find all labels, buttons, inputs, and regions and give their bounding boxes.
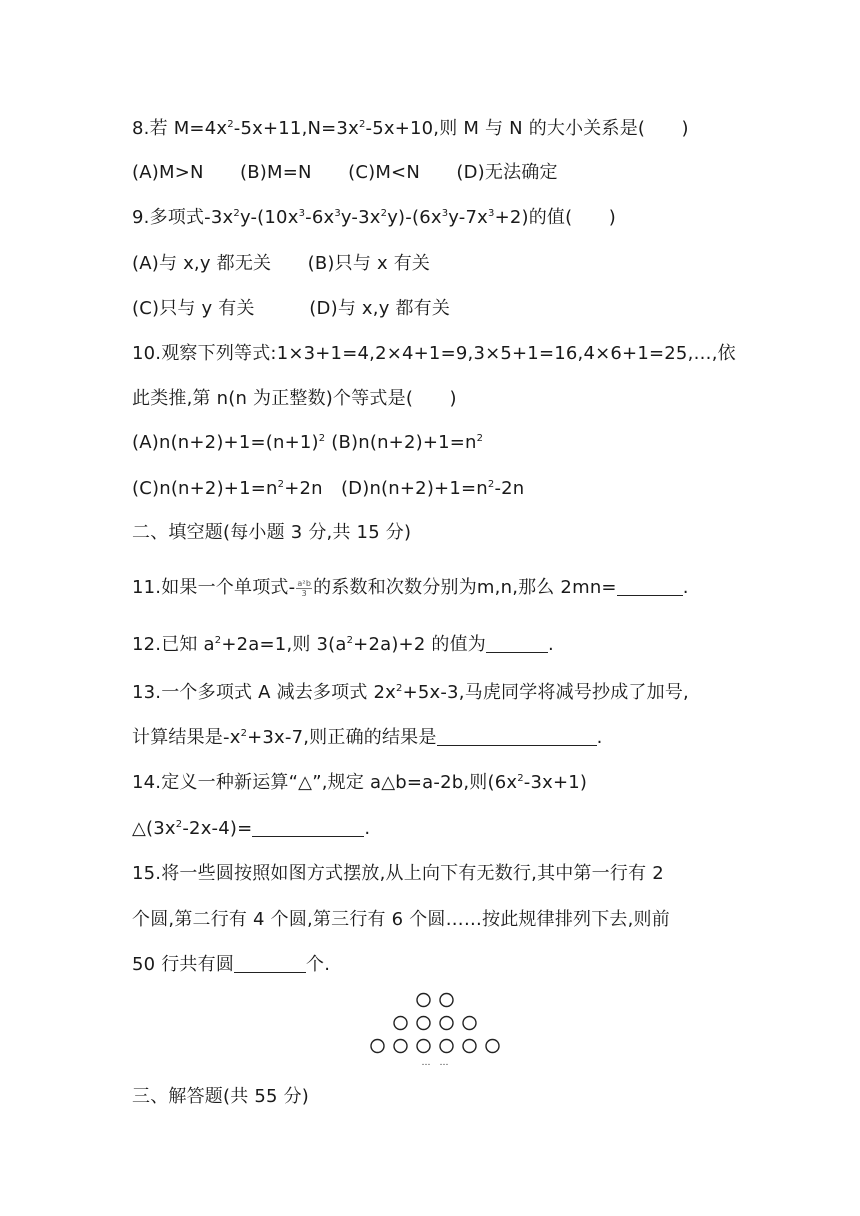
question-10-options-cd: $(C)n(n+2)+1=n^2+2n$ $(D)n(n+2)+1=n^2-2n$ bbox=[132, 478, 525, 499]
question-14-line-2: $\triangle(3x^2-2x-4)=$ . bbox=[132, 818, 371, 839]
question-12: 12.已知 $a^2+2a=1$,则 $3(a^2+2a)+2$ 的值为 . bbox=[132, 634, 554, 655]
circle-row-1-item-1 bbox=[417, 994, 430, 1007]
answer-blank-12[interactable] bbox=[486, 634, 548, 653]
question-9-options-ab: (A)与 x,y 都无关 (B)只与 x 有关 bbox=[132, 253, 431, 274]
circle-row-2-item-4 bbox=[463, 1017, 476, 1030]
question-15-line-1: 15.将一些圆按照如图方式摆放,从上向下有无数行,其中第一行有 2 bbox=[132, 863, 664, 884]
section-3-heading: 三、解答题(共 55 分) bbox=[132, 1086, 309, 1107]
circle-row-1-item-2 bbox=[440, 994, 453, 1007]
circle-row-3-item-1 bbox=[371, 1040, 384, 1053]
section-2-heading: 二、填空题(每小题 3 分,共 15 分) bbox=[132, 522, 412, 543]
circle-pattern-svg bbox=[360, 990, 510, 1066]
question-13-line-1: 13.一个多项式 A 减去多项式 $2x^2+5x-3$,马虎同学将减号抄成了加号, bbox=[132, 682, 689, 703]
circle-row-2-item-3 bbox=[440, 1017, 453, 1030]
answer-blank-15[interactable] bbox=[234, 954, 306, 973]
question-14-line-1: 14.定义一种新运算“△”,规定 a△b=a-2b,则$(6x^2-3x+1)$ bbox=[132, 772, 588, 793]
question-9-stem: 9.多项式$-3x^2y-(10x^3-6x^3y-3x^2y)-(6x^3y-7x^3+2)$的值( ) bbox=[132, 207, 616, 228]
question-15-line-3: 50 行共有圆 个. bbox=[132, 954, 331, 975]
fraction: $\frac{\text{a²b}}{3}$ bbox=[297, 578, 312, 598]
question-10-options-ab: $(A)n(n+2)+1=(n+1)^2$ $(B)n(n+2)+1=n^2$ bbox=[132, 432, 484, 453]
answer-blank-14[interactable] bbox=[252, 818, 364, 837]
circle-row-3-item-2 bbox=[394, 1040, 407, 1053]
question-10-line-2: 此类推,第 n(n 为正整数)个等式是( ) bbox=[132, 388, 457, 409]
answer-blank-13[interactable] bbox=[437, 727, 597, 746]
circle-row-3-item-5 bbox=[463, 1040, 476, 1053]
question-13-line-2: 计算结果是$-x^2+3x-7$,则正确的结果是 . bbox=[132, 727, 603, 748]
circle-row-2-item-1 bbox=[394, 1017, 407, 1030]
question-8-options: (A)M>N (B)M=N (C)M<N (D)无法确定 bbox=[132, 162, 558, 183]
answer-blank-11[interactable] bbox=[617, 577, 683, 596]
circle-row-3-item-6 bbox=[486, 1040, 499, 1053]
circle-pattern-ellipsis: … … bbox=[421, 1058, 449, 1066]
question-8-stem: 8.若 $M=4x^2-5x+11,N=3x^2-5x+10$,则 M 与 N 的大小关系是( ) bbox=[132, 118, 689, 139]
question-15-line-2: 个圆,第二行有 4 个圆,第三行有 6 个圆……按此规律排列下去,则前 bbox=[132, 909, 670, 930]
question-9-options-cd: (C)只与 y 有关 (D)与 x,y 都有关 bbox=[132, 298, 451, 319]
circle-pattern-figure bbox=[360, 990, 510, 1066]
circle-row-3-item-4 bbox=[440, 1040, 453, 1053]
question-10-line-1: 10.观察下列等式:1×3+1=4,2×4+1=9,3×5+1=16,4×6+1=25,…,依 bbox=[132, 343, 736, 364]
question-11: 11.如果一个单项式- $\frac{\text{a²b}}{3}$ 的系数和次数分别为m,n,那么 2mn= . bbox=[132, 577, 689, 598]
circle-row-2-item-2 bbox=[417, 1017, 430, 1030]
circle-row-3-item-3 bbox=[417, 1040, 430, 1053]
